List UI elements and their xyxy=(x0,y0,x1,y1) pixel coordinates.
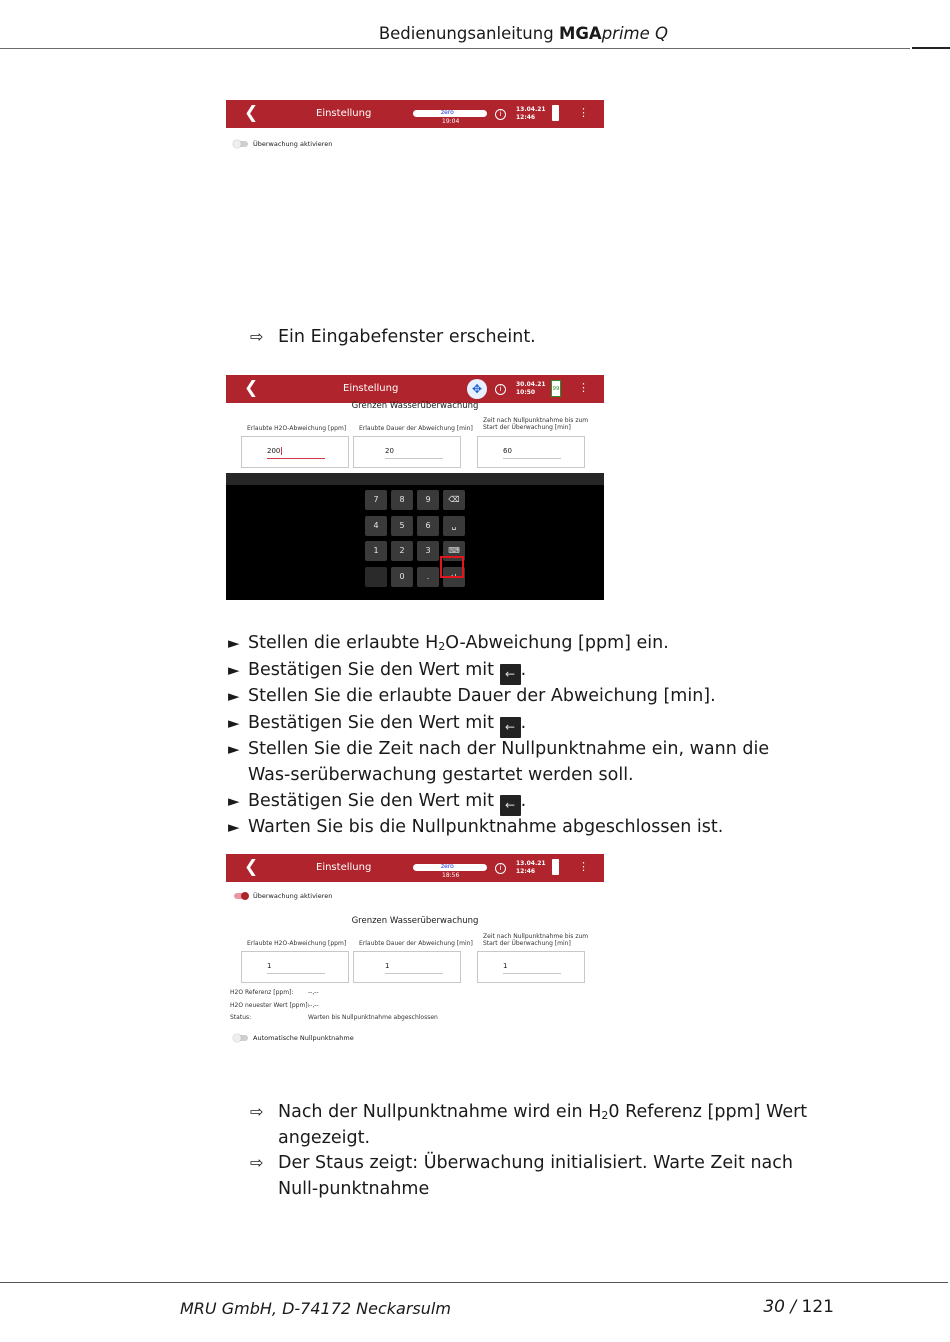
key-4[interactable]: 4 xyxy=(365,516,387,536)
step-text: Stellen die erlaubte $H_2O$-Abweichung [ppm] ein. xyxy=(248,633,669,653)
step-text: Stellen Sie die Zeit nach der Nullpunktnahme ein, wann die Was-serüberwachung gestartet werden soll. xyxy=(248,739,770,785)
start-time-field[interactable] xyxy=(477,951,585,983)
status-label: H2O neuester Wert [ppm]: xyxy=(230,1001,310,1009)
info-icon[interactable]: i xyxy=(495,384,506,395)
app-bar xyxy=(226,375,604,403)
status-value: --,-- xyxy=(308,1001,319,1009)
field-label-deviation: Erlaubte H2O-Abweichung [ppm] xyxy=(247,425,347,432)
status-block xyxy=(230,987,600,1025)
step-text: Warten Sie bis die Nullpunktnahme abgeschlossen ist. xyxy=(248,817,724,837)
back-arrow-icon[interactable]: ❮ xyxy=(244,857,259,877)
status-value: Warten bis Nullpunktnahme abgeschlossen xyxy=(308,1014,438,1021)
field-label-duration: Erlaubte Dauer der Abweichung [min] xyxy=(359,940,473,947)
field-underline xyxy=(503,458,561,459)
screenshot-monitoring-on xyxy=(226,854,604,1049)
monitoring-toggle[interactable] xyxy=(234,893,248,899)
zero-time: 18:56 xyxy=(442,872,460,879)
field-label-start-time: Zeit nach Nullpunktnahme bis zum Start der Überwachung [min] xyxy=(483,417,589,431)
step-text: Stellen Sie die erlaubte Dauer der Abweichung [min]. xyxy=(248,686,716,706)
auto-zero-toggle-label: Automatische Nullpunktnahme xyxy=(253,1034,354,1042)
info-icon[interactable]: i xyxy=(495,109,506,120)
section-title: Grenzen Wasserüberwachung xyxy=(351,401,479,411)
field-underline xyxy=(267,973,325,974)
status-line xyxy=(230,987,600,1000)
duration-value: 20 xyxy=(385,447,394,455)
battery-icon: 99 xyxy=(551,380,561,397)
status-label: H2O Referenz [ppm]: xyxy=(230,989,294,996)
keyboard-hide-key-icon[interactable]: ⌨ xyxy=(443,541,465,561)
monitoring-toggle-label: Überwachung aktivieren xyxy=(253,892,333,900)
key-decimal[interactable]: . xyxy=(417,567,439,587)
field-label-duration: Erlaubte Dauer der Abweichung [min] xyxy=(359,425,473,432)
zero-label: zero xyxy=(441,863,454,870)
status-value: --,-- xyxy=(308,989,319,996)
duration-field[interactable] xyxy=(353,951,461,983)
result-text: Der Staus zeigt: Überwachung initialisiert. Warte Zeit nach Null-punktnahme xyxy=(278,1153,793,1199)
keyboard-strip xyxy=(226,473,604,485)
screenshot-input-window xyxy=(226,375,604,601)
status-line xyxy=(230,1012,600,1025)
back-arrow-icon[interactable]: ❮ xyxy=(244,103,259,123)
auto-zero-toggle-row[interactable] xyxy=(234,1034,354,1042)
deviation-field[interactable] xyxy=(241,951,349,983)
monitoring-toggle-row[interactable] xyxy=(234,140,332,148)
auto-zero-toggle[interactable] xyxy=(234,1035,248,1041)
move-icon[interactable]: ✥ xyxy=(467,379,487,399)
monitoring-toggle-row[interactable] xyxy=(234,892,332,900)
enter-key-icon: ← xyxy=(500,664,521,685)
key-6[interactable]: 6 xyxy=(417,516,439,536)
header-rule-accent xyxy=(912,47,950,49)
key-5[interactable]: 5 xyxy=(391,516,413,536)
zero-time: 19:04 xyxy=(442,118,460,125)
date-time: 13.04.21 12:46 xyxy=(516,860,546,875)
info-icon[interactable]: i xyxy=(495,863,506,874)
duration-field[interactable] xyxy=(353,436,461,468)
black-triangle-icon: ► xyxy=(228,818,240,836)
section-title: Grenzen Wasserüberwachung xyxy=(351,916,479,926)
space-key-icon[interactable]: ␣ xyxy=(443,516,465,536)
black-triangle-icon: ► xyxy=(228,792,240,810)
field-label-start-time: Zeit nach Nullpunktnahme bis zum Start der Überwachung [min] xyxy=(483,933,589,947)
key-8[interactable]: 8 xyxy=(391,490,413,510)
result-text: Ein Eingabefenster erscheint. xyxy=(278,327,536,347)
key-7[interactable]: 7 xyxy=(365,490,387,510)
page-footer xyxy=(0,1282,950,1342)
black-triangle-icon: ► xyxy=(228,661,240,679)
key-9[interactable]: 9 xyxy=(417,490,439,510)
key-1[interactable]: 1 xyxy=(365,541,387,561)
field-underline xyxy=(503,973,561,974)
date-time: 30.04.21 10:50 xyxy=(516,381,546,396)
monitoring-toggle[interactable] xyxy=(234,141,248,147)
deviation-value: 200 xyxy=(267,447,281,455)
black-triangle-icon: ► xyxy=(228,740,240,758)
key-blank xyxy=(365,567,387,587)
step-text: Bestätigen Sie den Wert mit ← . xyxy=(248,657,803,685)
step-text: Bestätigen Sie den Wert mit ← . xyxy=(248,788,803,816)
screenshot-settings-off xyxy=(226,100,604,160)
key-0[interactable]: 0 xyxy=(391,567,413,587)
hollow-arrow-icon: ⇨ xyxy=(250,327,264,346)
deviation-value: 1 xyxy=(267,962,272,970)
status-label: Status: xyxy=(230,1014,252,1021)
enter-key-icon[interactable]: ↵ xyxy=(443,567,465,587)
battery-icon xyxy=(552,859,559,875)
more-vert-icon[interactable]: ⋮ xyxy=(578,860,589,873)
app-bar xyxy=(226,854,604,882)
start-time-value: 1 xyxy=(503,962,508,970)
black-triangle-icon: ► xyxy=(228,634,240,652)
battery-icon xyxy=(552,105,559,121)
app-bar-title: Einstellung xyxy=(343,383,399,394)
footer-rule xyxy=(0,1282,948,1283)
status-line xyxy=(230,1000,600,1013)
page-header xyxy=(0,22,950,52)
result-text: Nach der Nullpunktnahme wird ein $H_20$ Referenz [ppm] Wert angezeigt. xyxy=(278,1102,808,1148)
black-triangle-icon: ► xyxy=(228,714,240,732)
header-rule xyxy=(0,48,910,49)
start-time-field[interactable] xyxy=(477,436,585,468)
field-label-deviation: Erlaubte H2O-Abweichung [ppm] xyxy=(247,940,347,947)
duration-value: 1 xyxy=(385,962,390,970)
date-time: 13.04.21 12:46 xyxy=(516,106,546,121)
field-underline xyxy=(267,458,325,459)
footer-company: MRU GmbH, D-74172 Neckarsulm xyxy=(180,1299,451,1318)
enter-key-icon: ← xyxy=(500,717,521,738)
start-time-value: 60 xyxy=(503,447,512,455)
app-bar-title: Einstellung xyxy=(316,862,372,873)
step-text: Bestätigen Sie den Wert mit ← . xyxy=(248,710,803,738)
back-arrow-icon[interactable]: ❮ xyxy=(244,378,259,398)
more-vert-icon[interactable]: ⋮ xyxy=(578,381,589,394)
monitoring-toggle-label: Überwachung aktivieren xyxy=(253,140,333,148)
backspace-key-icon[interactable]: ⌫ xyxy=(443,490,465,510)
app-bar-title: Einstellung xyxy=(316,108,372,119)
header-title: Bedienungsanleitung MGAprime Q xyxy=(378,24,668,43)
black-triangle-icon: ► xyxy=(228,687,240,705)
hollow-arrow-icon: ⇨ xyxy=(250,1102,264,1121)
numeric-keyboard xyxy=(226,473,604,600)
field-underline xyxy=(385,458,443,459)
field-underline xyxy=(385,973,443,974)
key-3[interactable]: 3 xyxy=(417,541,439,561)
enter-key-icon: ← xyxy=(500,795,521,816)
key-2[interactable]: 2 xyxy=(391,541,413,561)
app-bar xyxy=(226,100,604,128)
more-vert-icon[interactable]: ⋮ xyxy=(578,106,589,119)
zero-label: zero xyxy=(441,109,454,116)
page-number: 30 / 121 xyxy=(763,1297,834,1317)
deviation-field[interactable] xyxy=(241,436,349,468)
hollow-arrow-icon: ⇨ xyxy=(250,1153,264,1172)
enter-key-highlight xyxy=(440,556,464,578)
